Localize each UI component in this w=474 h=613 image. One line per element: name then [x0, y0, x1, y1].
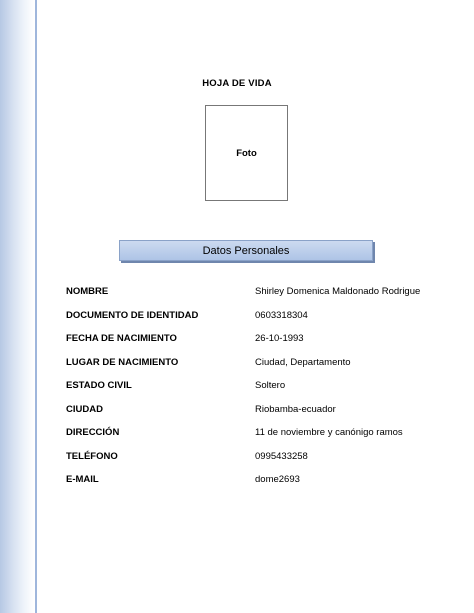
- field-label: LUGAR DE NACIMIENTO: [66, 357, 179, 368]
- page-left-border-line: [35, 0, 37, 613]
- field-label: DOCUMENTO DE IDENTIDAD: [66, 310, 199, 321]
- field-value: Riobamba-ecuador: [255, 404, 336, 415]
- field-value: 26-10-1993: [255, 333, 304, 344]
- photo-label: Foto: [236, 147, 257, 159]
- field-label: TELÉFONO: [66, 451, 118, 462]
- field-row-email: [66, 474, 456, 488]
- field-row-lugar-nacimiento: [66, 357, 456, 371]
- section-title: Datos Personales: [202, 244, 290, 257]
- field-row-telefono: [66, 451, 456, 465]
- field-row-nombre: [66, 286, 456, 300]
- field-label: ESTADO CIVIL: [66, 380, 132, 391]
- field-label: DIRECCIÓN: [66, 427, 120, 438]
- page-left-border-decoration: [0, 0, 34, 613]
- field-value: Soltero: [255, 380, 286, 391]
- field-label: CIUDAD: [66, 404, 103, 415]
- field-value: 11 de noviembre y canónigo ramos: [255, 427, 403, 438]
- section-header-personal-data: [119, 240, 373, 261]
- field-label: FECHA DE NACIMIENTO: [66, 333, 177, 344]
- photo-placeholder: [205, 105, 288, 201]
- field-label: NOMBRE: [66, 286, 109, 297]
- document-title: HOJA DE VIDA: [202, 78, 272, 89]
- field-value: 0995433258: [255, 451, 308, 462]
- field-value: 0603318304: [255, 310, 308, 321]
- field-label: E-MAIL: [66, 474, 99, 485]
- field-row-estado-civil: [66, 380, 456, 394]
- field-row-direccion: [66, 427, 456, 441]
- field-value: Shirley Domenica Maldonado Rodrigue: [255, 286, 421, 297]
- field-row-ciudad: [66, 404, 456, 418]
- field-row-documento: [66, 310, 456, 324]
- field-value: dome2693: [255, 474, 300, 485]
- field-row-fecha-nacimiento: [66, 333, 456, 347]
- field-value: Ciudad, Departamento: [255, 357, 351, 368]
